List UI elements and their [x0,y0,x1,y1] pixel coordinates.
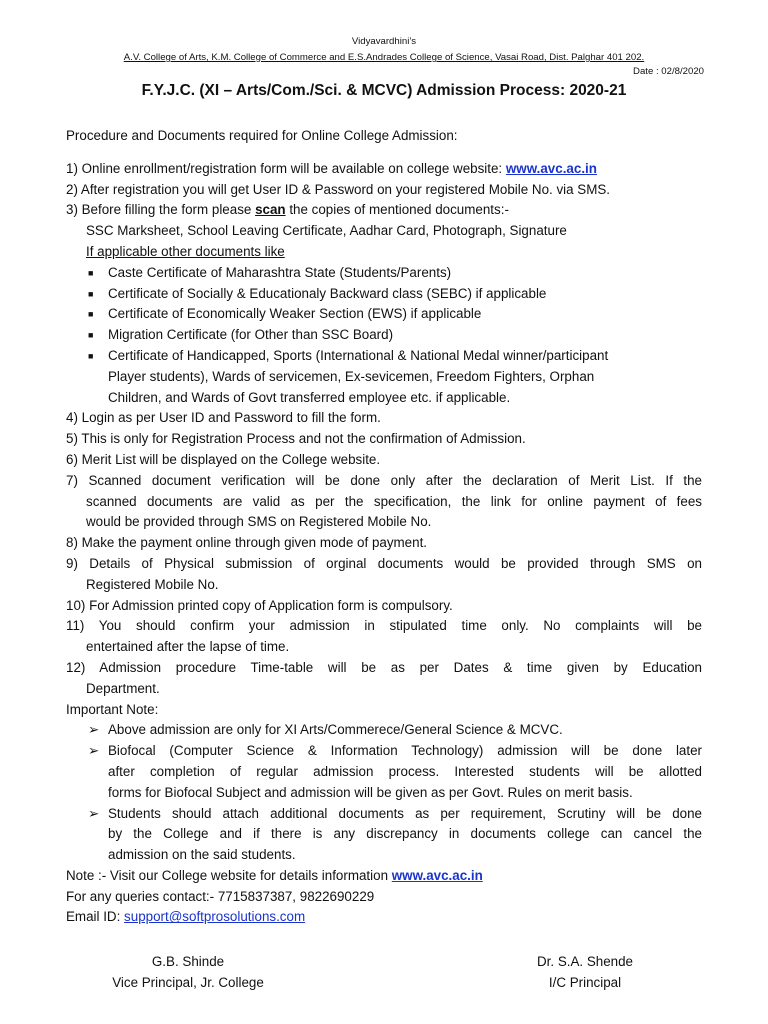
signature-left [108,952,268,994]
step-3: 3) Before filling the form please scan the copies of mentioned documents:- [66,202,509,218]
step-9: 9) Details of Physical submission of orginal documents would be provided through SMS on Registered Mobile No. [66,555,702,592]
list-item: ■ Certificate of Economically Weaker Section (EWS) if applicable [66,304,702,325]
arrow-bullet-icon: ➢ [88,722,100,738]
important-note-heading: Important Note: [66,701,159,717]
square-bullet-icon: ■ [88,309,94,320]
website-link[interactable]: www.avc.ac.in [505,160,597,176]
step-10: 10) For Admission printed copy of Application form is compulsory. [66,597,453,613]
contact-line: For any queries contact:- 7715837387, 9822690229 [66,888,375,904]
square-bullet-icon: ■ [88,288,94,299]
note-item: ➢ Above admission are only for XI Arts/Commerece/General Science & MCVC. [66,720,702,741]
college-name: A.V. College of Arts, K.M. College of Commerce and E.S.Andrades College of Science, Vasai Road, Dist. Palghar 401 202. [123,52,645,63]
step-3-other-docs: If applicable other documents like [86,243,285,259]
vice-principal-name: G.B. Shinde [151,954,225,969]
square-bullet-icon: ■ [88,267,94,278]
document-body [66,126,702,928]
arrow-bullet-icon: ➢ [88,805,100,821]
vice-principal-title: Vice Principal, Jr. College [112,974,264,990]
step-7: 7) Scanned document verification will be done only after the declaration of Merit List. If the scanned documents are valid as per the specification, the link for online payment of fees would be provided through SMS on Registered Mobile No. [66,472,702,530]
step-11: 11) You should confirm your admission in stipulated time only. No complaints will be entertained after the lapse of time. [66,618,702,655]
step-6: 6) Merit List will be displayed on the College website. [66,451,381,467]
step-2: 2) After registration you will get User ID & Password on your registered Mobile No. via SMS. [66,181,611,197]
website-link-footer[interactable]: www.avc.ac.in [391,867,483,883]
trust-name: Vidyavardhini’s [351,36,417,47]
step-3-docs: SSC Marksheet, School Leaving Certificate, Aadhar Card, Photograph, Signature [86,223,567,239]
email-line: Email ID: support@softprosolutions.com [66,909,306,925]
square-bullet-icon: ■ [88,350,94,361]
step-5: 5) This is only for Registration Process and not the confirmation of Admission. [66,431,526,447]
square-bullet-icon: ■ [88,330,94,341]
visit-note: Note :- Visit our College website for details information www.avc.ac.in [66,867,483,883]
list-item: ■ Certificate of Socially & Educationaly Backward class (SEBC) if applicable [66,284,702,305]
principal-name: Dr. S.A. Shende [536,954,634,969]
note-item: ➢ Students should attach additional documents as per requirement, Scrutiny will be done by the College and if there is any discrepancy in documents college can cancel the admission on the said students. [88,805,702,863]
document-date: Date : 02/8/2020 [633,66,704,77]
principal-title: I/C Principal [548,974,622,990]
arrow-bullet-icon: ➢ [88,743,100,759]
signature-right [500,952,670,994]
note-item: ➢ Biofocal (Computer Science & Information Technology) admission will be done later after completion of regular admission process. Interested students will be allotted forms for Biofocal Subject and admission will be given as per Govt. Rules on merit basis. [88,743,702,800]
step-4: 4) Login as per User ID and Password to fill the form. [66,410,381,426]
step-12: 12) Admission procedure Time-table will be as per Dates & time given by Education Department. [66,659,702,696]
step-8: 8) Make the payment online through given mode of payment. [66,535,428,551]
list-item: ■ Migration Certificate (for Other than SSC Board) [66,325,702,346]
intro-line: Procedure and Documents required for Online College Admission: [66,128,458,143]
document-title: F.Y.J.C. (XI – Arts/Com./Sci. & MCVC) Admission Process: 2020-21 [141,82,627,99]
list-item: ■ Certificate of Handicapped, Sports (International & National Medal winner/participant Player students), Wards of servicemen, Ex-sevicemen, Freedom Fighters, Orphan Children, and Wards of Govt transferred employee etc. if applicable. [88,347,609,405]
step-1: 1) Online enrollment/registration form will be available on college website: www.avc.ac.in [66,160,597,176]
email-link[interactable]: support@softprosolutions.com [124,909,306,925]
list-item: ■ Caste Certificate of Maharashtra State (Students/Parents) [66,263,702,284]
